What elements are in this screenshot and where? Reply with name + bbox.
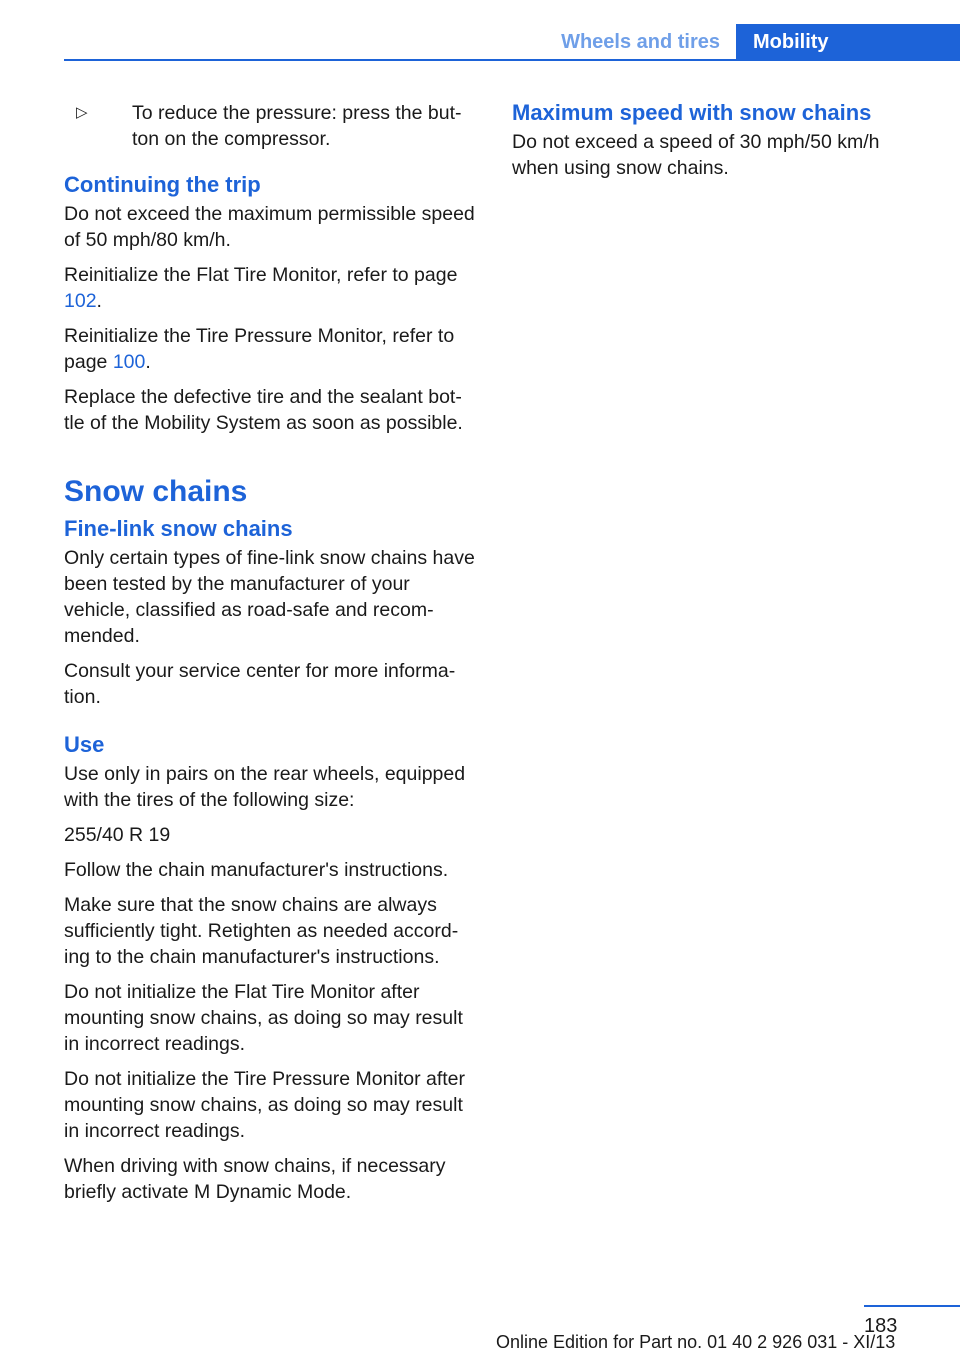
page-link-100[interactable]: 100 [112,351,146,373]
header-chapter-tab: Mobility [736,24,960,61]
triangle-bullet-icon: ▷ [76,104,88,121]
manufacturer-instructions-paragraph: Follow the chain manufacturer's instructions. [64,859,449,881]
tire-pressure-monitor-paragraph [64,323,480,375]
dynamic-mode-paragraph: When driving with snow chains, if necessary briefly activate M Dynamic Mode. [64,1155,446,1203]
max-speed-heading: Maximum speed with snow chains [512,100,872,125]
max-speed-paragraph: Do not exceed a speed of 30 mph/50 km/h when using snow chains. [512,131,880,179]
page-number: 183 [864,1315,898,1337]
flat-tire-monitor-text: Reinitialize the Flat Tire Monitor, refer to page [64,264,458,286]
tire-pressure-monitor-warning-paragraph: Do not initialize the Tire Pressure Monitor after mounting snow chains, as doing so may result in incorrect readings. [64,1068,466,1142]
tire-size-paragraph: 255/40 R 19 [64,824,171,846]
continuing-trip-heading: Continuing the trip [64,172,261,197]
footer-divider [864,1305,960,1307]
service-center-paragraph: Consult your service center for more informa-tion. [64,660,456,708]
instruction-step-text: To reduce the pressure: press the but-ton on the compressor. [132,102,462,150]
page-link-102[interactable]: 102 [64,290,97,312]
right-column [512,100,896,190]
header-divider [64,59,960,61]
left-column [64,100,480,1214]
continuing-speed-paragraph: Do not exceed the maximum permissible speed of 50 mph/80 km/h. [64,203,475,251]
edition-footer: Online Edition for Part no. 01 40 2 926 031 - XI/13 [496,1332,896,1352]
fine-link-paragraph: Only certain types of fine-link snow chains have been tested by the manufacturer of your vehicle, classified as road-safe and recom-mended. [64,547,475,647]
chains-tight-paragraph: Make sure that the snow chains are always sufficiently tight. Retighten as needed accord-ing to the chain manufacturer's instructions. [64,894,459,968]
replace-tire-paragraph: Replace the defective tire and the sealant bot-tle of the Mobility System as soon as possible. [64,386,463,434]
flat-tire-monitor-warning-paragraph: Do not initialize the Flat Tire Monitor after mounting snow chains, as doing so may result in incorrect readings. [64,981,463,1055]
tire-pressure-monitor-text: Reinitialize the Tire Pressure Monitor, refer to page [64,325,455,373]
use-pairs-paragraph: Use only in pairs on the rear wheels, equipped with the tires of the following size: [64,763,466,811]
flat-tire-monitor-paragraph [64,262,480,314]
instruction-step [64,100,480,152]
header-section-title: Wheels and tires [561,31,720,53]
use-heading: Use [64,732,105,757]
fine-link-heading: Fine-link snow chains [64,516,293,541]
period: . [145,351,151,373]
snow-chains-heading: Snow chains [64,475,248,508]
period: . [96,290,102,312]
